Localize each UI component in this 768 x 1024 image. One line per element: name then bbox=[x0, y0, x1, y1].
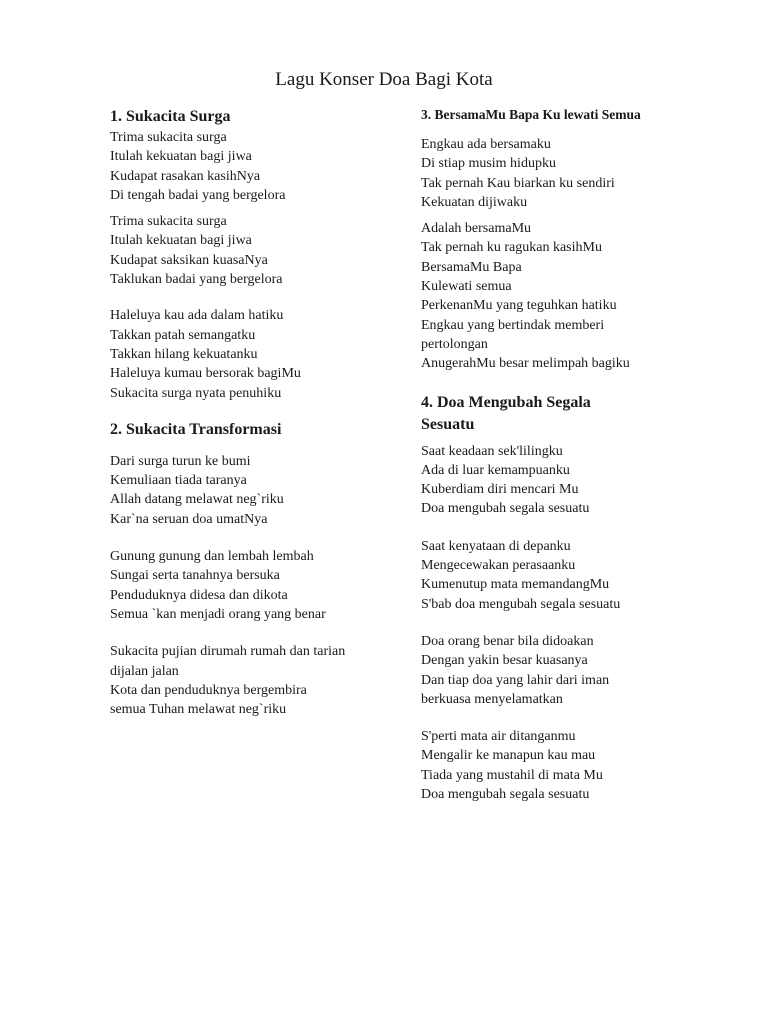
lyric-line: Tiada yang mustahil di mata Mu bbox=[421, 767, 603, 783]
lyric-line: Mengecewakan perasaanku bbox=[421, 558, 576, 574]
lyric-line: Doa orang benar bila didoakan bbox=[421, 633, 594, 649]
lyric-line: Gunung gunung dan lembah lembah bbox=[110, 549, 314, 565]
lyric-line: Tak pernah Kau biarkan ku sendiri bbox=[421, 175, 615, 191]
lyric-line: Kudapat saksikan kuasaNya bbox=[110, 252, 268, 268]
lyric-line: Kulewati semua bbox=[421, 279, 512, 295]
lyric-line: Trima sukacita surga bbox=[110, 130, 227, 145]
lyric-line: Dan tiap doa yang lahir dari iman bbox=[421, 672, 610, 688]
lyric-line: Haleluya kau ada dalam hatiku bbox=[110, 308, 284, 324]
lyric-line: PerkenanMu yang teguhkan hatiku bbox=[421, 298, 617, 314]
song-sukacita-transformasi bbox=[110, 419, 360, 720]
stanza bbox=[110, 306, 360, 402]
song-title: 2. Sukacita Transformasi bbox=[110, 420, 282, 438]
stanza bbox=[110, 642, 360, 719]
lyric-line: Sukacita pujian dirumah rumah dan tarian dijalan jalan bbox=[110, 644, 346, 679]
stanza bbox=[421, 537, 681, 614]
lyric-line: semua Tuhan melawat neg`riku bbox=[110, 702, 287, 718]
lyric-line: Kota dan penduduknya bergembira bbox=[110, 682, 307, 698]
song-title: 3. BersamaMu Bapa Ku lewati Semua bbox=[421, 107, 641, 122]
lyric-line: Engkau yang bertindak memberi pertolongan bbox=[421, 317, 605, 352]
song-bersamamu-bapa bbox=[421, 105, 681, 374]
stanza bbox=[421, 632, 681, 709]
lyric-line: Dengan yakin besar kuasanya bbox=[421, 653, 588, 669]
lyric-line: Haleluya kumau bersorak bagiMu bbox=[110, 366, 301, 382]
lyric-line: Di tengah badai yang bergelora bbox=[110, 187, 286, 203]
lyric-line: Takkan hilang kekuatanku bbox=[110, 346, 258, 362]
lyric-line: Dari surga turun ke bumi bbox=[110, 453, 251, 469]
lyric-line: Tak pernah ku ragukan kasihMu bbox=[421, 240, 602, 256]
lyric-line: Mengalir ke manapun kau mau bbox=[421, 748, 596, 764]
lyric-line: Doa mengubah segala sesuatu bbox=[421, 787, 590, 803]
lyric-line: Kemuliaan tiada taranya bbox=[110, 473, 247, 489]
stanza bbox=[110, 547, 360, 624]
lyric-line: Adalah bersamaMu bbox=[421, 221, 532, 237]
right-column bbox=[421, 105, 681, 804]
lyric-line: Ada di luar kemampuanku bbox=[421, 462, 570, 478]
lyric-line: Di stiap musim hidupku bbox=[421, 156, 556, 172]
lyric-line: Taklukan badai yang bergelora bbox=[110, 272, 283, 288]
lyric-line: Allah datang melawat neg`riku bbox=[110, 492, 284, 508]
stanza bbox=[110, 212, 360, 289]
stanza bbox=[421, 135, 681, 212]
lyric-line: S'perti mata air ditanganmu bbox=[421, 729, 576, 745]
stanza bbox=[421, 727, 681, 804]
lyric-line: BersamaMu Bapa bbox=[421, 259, 522, 275]
lyric-line: Sungai serta tanahnya bersuka bbox=[110, 568, 280, 584]
lyric-line: berkuasa menyelamatkan bbox=[421, 691, 563, 707]
lyric-line: Penduduknya didesa dan dikota bbox=[110, 587, 288, 603]
lyric-line: Itulah kekuatan bagi jiwa bbox=[110, 149, 252, 165]
lyric-line: AnugerahMu besar melimpah bagiku bbox=[421, 356, 630, 372]
lyric-line: Kuberdiam diri mencari Mu bbox=[421, 482, 579, 498]
lyric-line: S'bab doa mengubah segala sesuatu bbox=[421, 596, 621, 612]
song-doa-mengubah bbox=[421, 392, 681, 805]
lyric-line: Saat kenyataan di depanku bbox=[421, 538, 571, 554]
lyric-line: Semua `kan menjadi orang yang benar bbox=[110, 606, 326, 622]
stanza bbox=[110, 452, 360, 529]
lyric-line: Kumenutup mata memandangMu bbox=[421, 577, 610, 593]
document-title: Lagu Konser Doa Bagi Kota bbox=[275, 69, 493, 90]
left-column bbox=[110, 106, 360, 719]
song-sukacita-surga bbox=[110, 106, 360, 403]
lyric-line: Sukacita surga nyata penuhiku bbox=[110, 385, 282, 401]
lyric-line: Kekuatan dijiwaku bbox=[421, 194, 528, 210]
lyric-line: Trima sukacita surga bbox=[110, 214, 227, 230]
lyric-line: Takkan patah semangatku bbox=[110, 327, 256, 343]
lyric-line: Saat keadaan sek'lilingku bbox=[421, 443, 563, 459]
stanza bbox=[421, 219, 681, 373]
stanza bbox=[110, 128, 360, 205]
lyric-line: Itulah kekuatan bagi jiwa bbox=[110, 233, 252, 249]
song-title: 1. Sukacita Surga bbox=[110, 108, 231, 125]
lyric-line: Kudapat rasakan kasihNya bbox=[110, 168, 261, 184]
lyric-line: Engkau ada bersamaku bbox=[421, 137, 551, 152]
stanza bbox=[421, 442, 681, 519]
song-title: 4. Doa Mengubah Segala Sesuatu bbox=[421, 393, 591, 433]
lyric-line: Doa mengubah segala sesuatu bbox=[421, 501, 590, 517]
lyric-line: Kar`na seruan doa umatNya bbox=[110, 511, 268, 527]
